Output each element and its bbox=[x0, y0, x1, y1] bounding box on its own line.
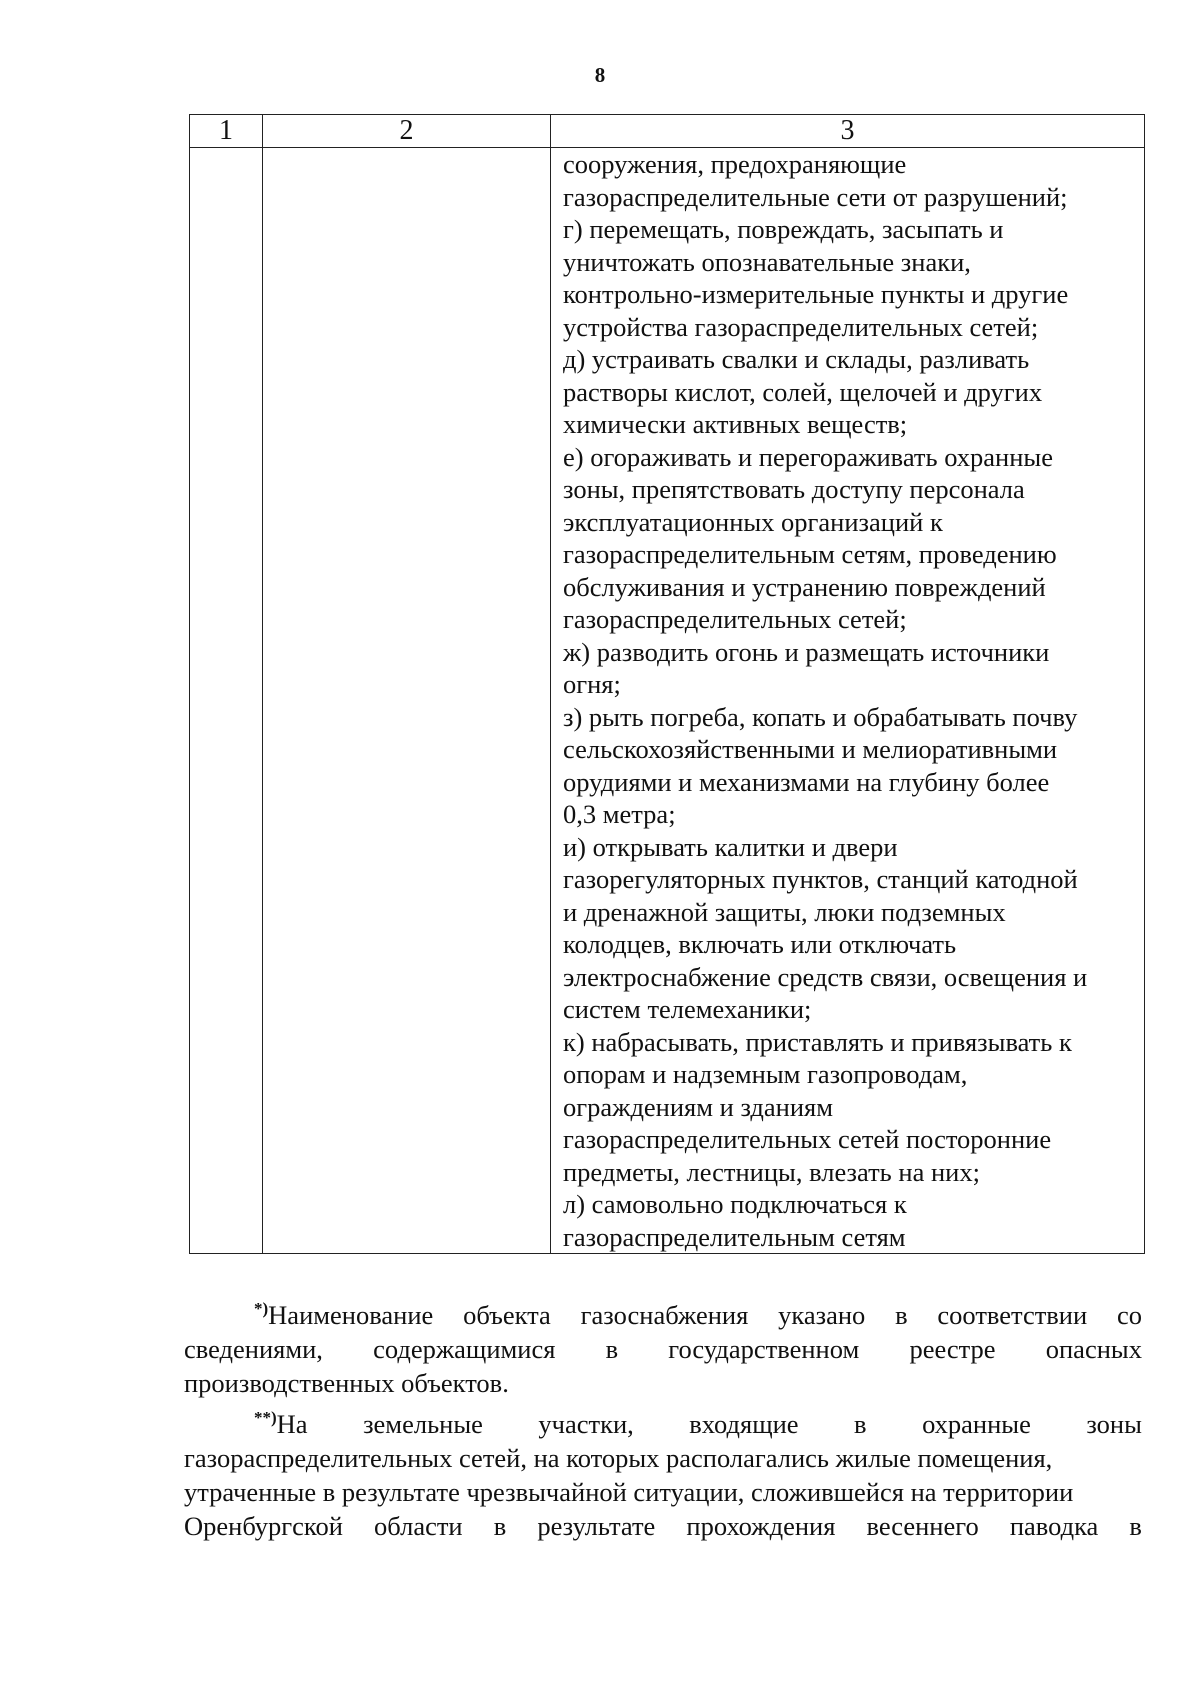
footnote-2-line-1 bbox=[184, 1407, 1142, 1441]
footnote-word: результате bbox=[537, 1511, 656, 1541]
text-line: газораспределительных сетей посторонние bbox=[563, 1124, 1052, 1154]
text-line: е) огораживать и перегораживать охранные bbox=[563, 441, 1053, 472]
footnote-word-with-marker bbox=[254, 1407, 308, 1441]
table-cell-column-1 bbox=[190, 148, 263, 1254]
table-header-row bbox=[190, 115, 1145, 148]
footnote-word: земельные bbox=[363, 1409, 483, 1439]
text-line: систем телемеханики; bbox=[563, 994, 812, 1024]
footnote-word: весеннего bbox=[866, 1511, 979, 1541]
footnote-word: опасных bbox=[1045, 1334, 1142, 1364]
text-line: д) устраивать свалки и склады, разливать bbox=[563, 344, 1030, 374]
text-line: к) набрасывать, приставлять и привязывать к bbox=[563, 1026, 1072, 1057]
footnote-word: содержащимися bbox=[373, 1334, 556, 1364]
footnote-1 bbox=[184, 1298, 1142, 1400]
footnote-2-line-2: газораспределительных сетей, на которых располагались жилые помещения, bbox=[184, 1443, 1053, 1473]
footnote-word: Наименование bbox=[268, 1300, 434, 1330]
footnote-marker: **) bbox=[254, 1408, 277, 1427]
table-cell-column-2 bbox=[263, 148, 551, 1254]
text-line: обслуживания и устранению повреждений bbox=[563, 571, 1046, 602]
text-line: сооружения, предохраняющие bbox=[563, 149, 907, 179]
text-line: сельскохозяйственными и мелиоративными bbox=[563, 734, 1058, 764]
footnote-word: Оренбургской bbox=[184, 1511, 343, 1541]
text-line: ж) разводить огонь и размещать источники bbox=[563, 636, 1050, 667]
text-line: электроснабжение средств связи, освещения и bbox=[563, 961, 1088, 992]
footnote-word: зоны bbox=[1086, 1409, 1142, 1439]
footnote-word: охранные bbox=[922, 1409, 1031, 1439]
text-line: ограждениям и зданиям bbox=[563, 1091, 833, 1122]
footnote-1-line-3: производственных объектов. bbox=[184, 1368, 509, 1398]
text-line: г) перемещать, повреждать, засыпать и bbox=[563, 214, 1004, 244]
footnote-2 bbox=[184, 1407, 1142, 1543]
footnote-word: входящие bbox=[689, 1409, 799, 1439]
text-line: з) рыть погреба, копать и обрабатывать почву bbox=[563, 701, 1078, 732]
text-line: растворы кислот, солей, щелочей и других bbox=[563, 376, 1043, 407]
footnote-1-line-1 bbox=[184, 1298, 1142, 1332]
text-line: орудиями и механизмами на глубину более bbox=[563, 766, 1050, 797]
footnote-word: паводка bbox=[1009, 1511, 1099, 1541]
text-line: зоны, препятствовать доступу персонала bbox=[563, 474, 1025, 504]
footnote-word: На bbox=[276, 1409, 308, 1439]
text-line: газораспределительные сети от разрушений; bbox=[563, 181, 1068, 212]
text-line: устройства газораспределительных сетей; bbox=[563, 311, 1039, 342]
text-line: контрольно-измерительные пункты и другие bbox=[563, 279, 1069, 309]
footnote-word: участки, bbox=[538, 1409, 634, 1439]
page-number: 8 bbox=[594, 63, 606, 87]
footnote-word: области bbox=[374, 1511, 463, 1541]
footnote-word: газоснабжения bbox=[580, 1300, 749, 1330]
text-line: опорам и надземным газопроводам, bbox=[563, 1059, 968, 1089]
footnote-1-line-2 bbox=[184, 1332, 1142, 1366]
text-line: газораспределительным сетям, проведению bbox=[563, 539, 1057, 569]
table-row bbox=[190, 148, 1145, 1254]
text-line: уничтожать опознавательные знаки, bbox=[563, 246, 971, 277]
footnote-word: в bbox=[854, 1409, 867, 1439]
text-line: огня; bbox=[563, 669, 621, 699]
text-line: и дренажной защиты, люки подземных bbox=[563, 896, 1006, 927]
footnotes bbox=[184, 1298, 1142, 1543]
text-line: колодцев, включать или отключать bbox=[563, 929, 957, 959]
footnote-word: объекта bbox=[463, 1300, 551, 1330]
footnote-word: соответствии bbox=[937, 1300, 1088, 1330]
column-header-2: 2 bbox=[263, 115, 551, 148]
footnote-word: в bbox=[493, 1511, 507, 1541]
regulation-table bbox=[189, 114, 1145, 1254]
footnote-word: со bbox=[1116, 1300, 1142, 1330]
text-line: эксплуатационных организаций к bbox=[563, 506, 943, 537]
text-line: газораспределительным сетям bbox=[563, 1221, 906, 1252]
column-header-1: 1 bbox=[190, 115, 263, 148]
footnote-word: в bbox=[1129, 1511, 1142, 1541]
text-line: газораспределительных сетей; bbox=[563, 604, 907, 634]
text-line: химически активных веществ; bbox=[563, 409, 908, 439]
footnote-word-with-marker bbox=[254, 1298, 433, 1332]
footnote-2-line-4 bbox=[184, 1509, 1142, 1543]
column-header-3: 3 bbox=[551, 115, 1145, 148]
text-line: л) самовольно подключаться к bbox=[563, 1189, 907, 1219]
footnote-word: в bbox=[895, 1300, 908, 1330]
prohibitions-text bbox=[563, 148, 1140, 1253]
text-line: предметы, лестницы, влезать на них; bbox=[563, 1156, 980, 1187]
footnote-word: сведениями, bbox=[184, 1334, 323, 1364]
footnote-2-line-3: утраченные в результате чрезвычайной ситуации, сложившейся на территории bbox=[184, 1477, 1074, 1507]
footnote-word: прохождения bbox=[686, 1511, 836, 1541]
footnote-word: государственном bbox=[668, 1334, 860, 1364]
table-cell-column-3 bbox=[551, 148, 1145, 1254]
footnote-word: реестре bbox=[909, 1334, 996, 1364]
footnote-marker: *) bbox=[254, 1299, 269, 1318]
footnote-word: в bbox=[605, 1334, 619, 1364]
text-line: газорегуляторных пунктов, станций катодной bbox=[563, 864, 1078, 894]
text-line: 0,3 метра; bbox=[563, 799, 676, 829]
text-line: и) открывать калитки и двери bbox=[563, 831, 898, 862]
footnote-word: указано bbox=[778, 1300, 866, 1330]
